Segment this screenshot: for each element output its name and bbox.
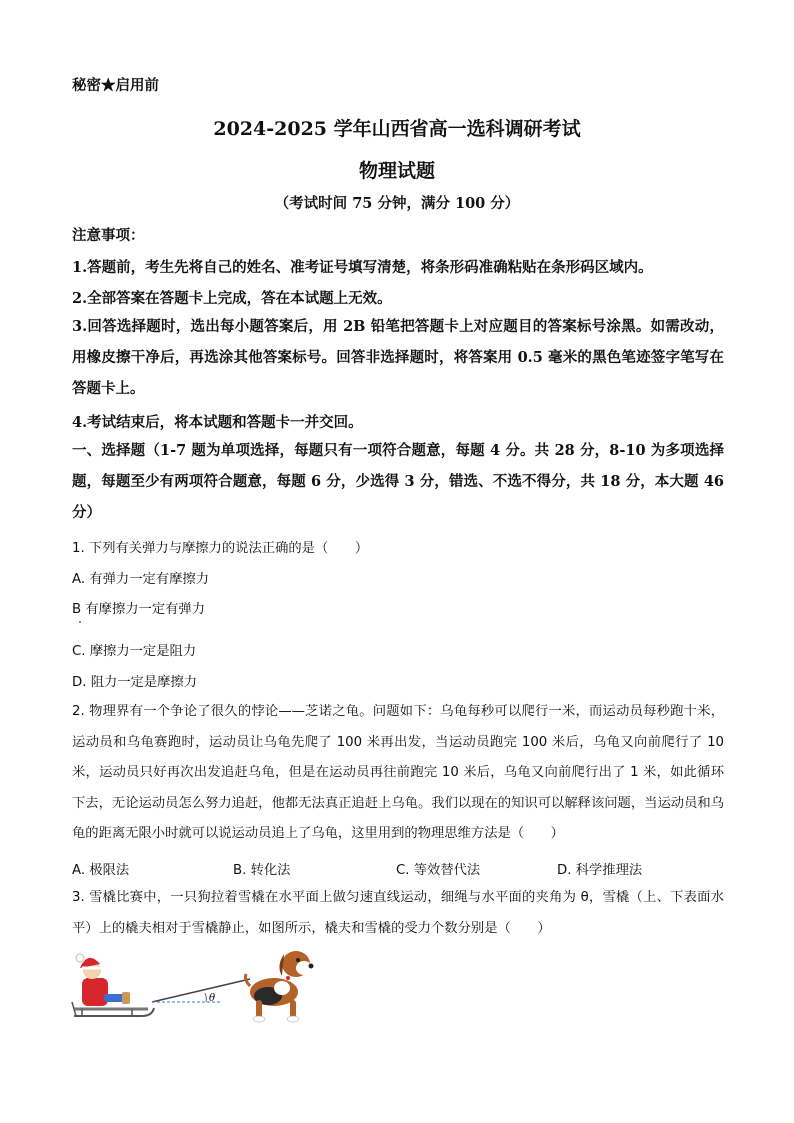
note-item: 1.答题前，考生先将自己的姓名、准考证号填写清楚，将条形码准确粘贴在条形码区域内。 xyxy=(72,259,653,276)
confidential-mark: 秘密★启用前 xyxy=(72,77,159,94)
rope xyxy=(152,979,250,1002)
question-stem: 1. 下列有关弹力与摩擦力的说法正确的是（ ） xyxy=(72,541,369,556)
option-c: C. 摩擦力一定是阻力 xyxy=(72,644,197,659)
subject-title: 物理试题 xyxy=(358,160,435,182)
option-d: D. 科学推理法 xyxy=(557,863,643,878)
note-item: 4.考试结束后，将本试题和答题卡一并交回。 xyxy=(72,414,363,431)
note-item: 3.回答选择题时，选出每小题答案后，用 2B 铅笔把答题卡上对应题目的答案标号涂黑。如需改动，用橡皮擦干净后，再选涂其他答案标号。回答非选择题时，将答案用 0.5 毫米的黑色笔迹签字笔写在答题卡上。 xyxy=(72,318,724,397)
exam-time-info: （考试时间 75 分钟，满分 100 分） xyxy=(274,195,520,212)
question-stem: 3. 雪橇比赛中，一只狗拉着雪橇在水平面上做匀速直线运动，细绳与水平面的夹角为 θ，雪橇（上、下表面水平）上的橇夫相对于雪橇静止，如图所示，橇夫和雪橇的受力个数分别是（ ） xyxy=(72,890,724,936)
dog xyxy=(246,951,314,1022)
rider xyxy=(76,954,130,1006)
notes-heading: 注意事项： xyxy=(72,227,145,244)
question-stem: 2. 物理界有一个争论了很久的悖论——芝诺之龟。问题如下：乌龟每秒可以爬行一米，而运动员每秒跑十米，运动员和乌龟赛跑时，运动员让乌龟先爬了 100 米再出发，当运动员跑完 100 米后，乌龟又向前爬行了 10 米，运动员只好再次出发追赶乌龟，但是在运动员再往前跑完 10 米后，乌龟又向前爬行出了 1 米，如此循环下去，无论运动员怎么努力追赶，他都无法真正追赶上乌龟。我们以现在的知识可以解释该问题，当运动员和乌龟的距离无限小时就可以说运动员追上了乌龟，这里用到的物理思维方法是（ ） xyxy=(72,704,724,841)
option-a: A. 有弹力一定有摩擦力 xyxy=(72,572,209,587)
option-b: B 有摩擦力一定有弹力 xyxy=(72,602,206,617)
sled-dog-figure xyxy=(68,946,328,1026)
exam-title: 2024-2025 学年山西省高一选科调研考试 xyxy=(213,118,581,140)
stray-dot xyxy=(79,621,81,623)
section-heading: 一、选择题（1-7 题为单项选择，每题只有一项符合题意，每题 4 分。共 28 分，8-10 为多项选择题，每题至少有两项符合题意，每题 6 分，少选得 3 分，错选、不选不得分，共 18 分，本大题 46 分） xyxy=(72,442,724,521)
option-c: C. 等效替代法 xyxy=(396,863,481,878)
option-b: B. 转化法 xyxy=(233,863,291,878)
note-item: 2.全部答案在答题卡上完成，答在本试题上无效。 xyxy=(72,290,392,307)
option-d: D. 阻力一定是摩擦力 xyxy=(72,675,198,690)
angle-label: θ xyxy=(209,993,216,1004)
option-a: A. 极限法 xyxy=(72,863,130,878)
